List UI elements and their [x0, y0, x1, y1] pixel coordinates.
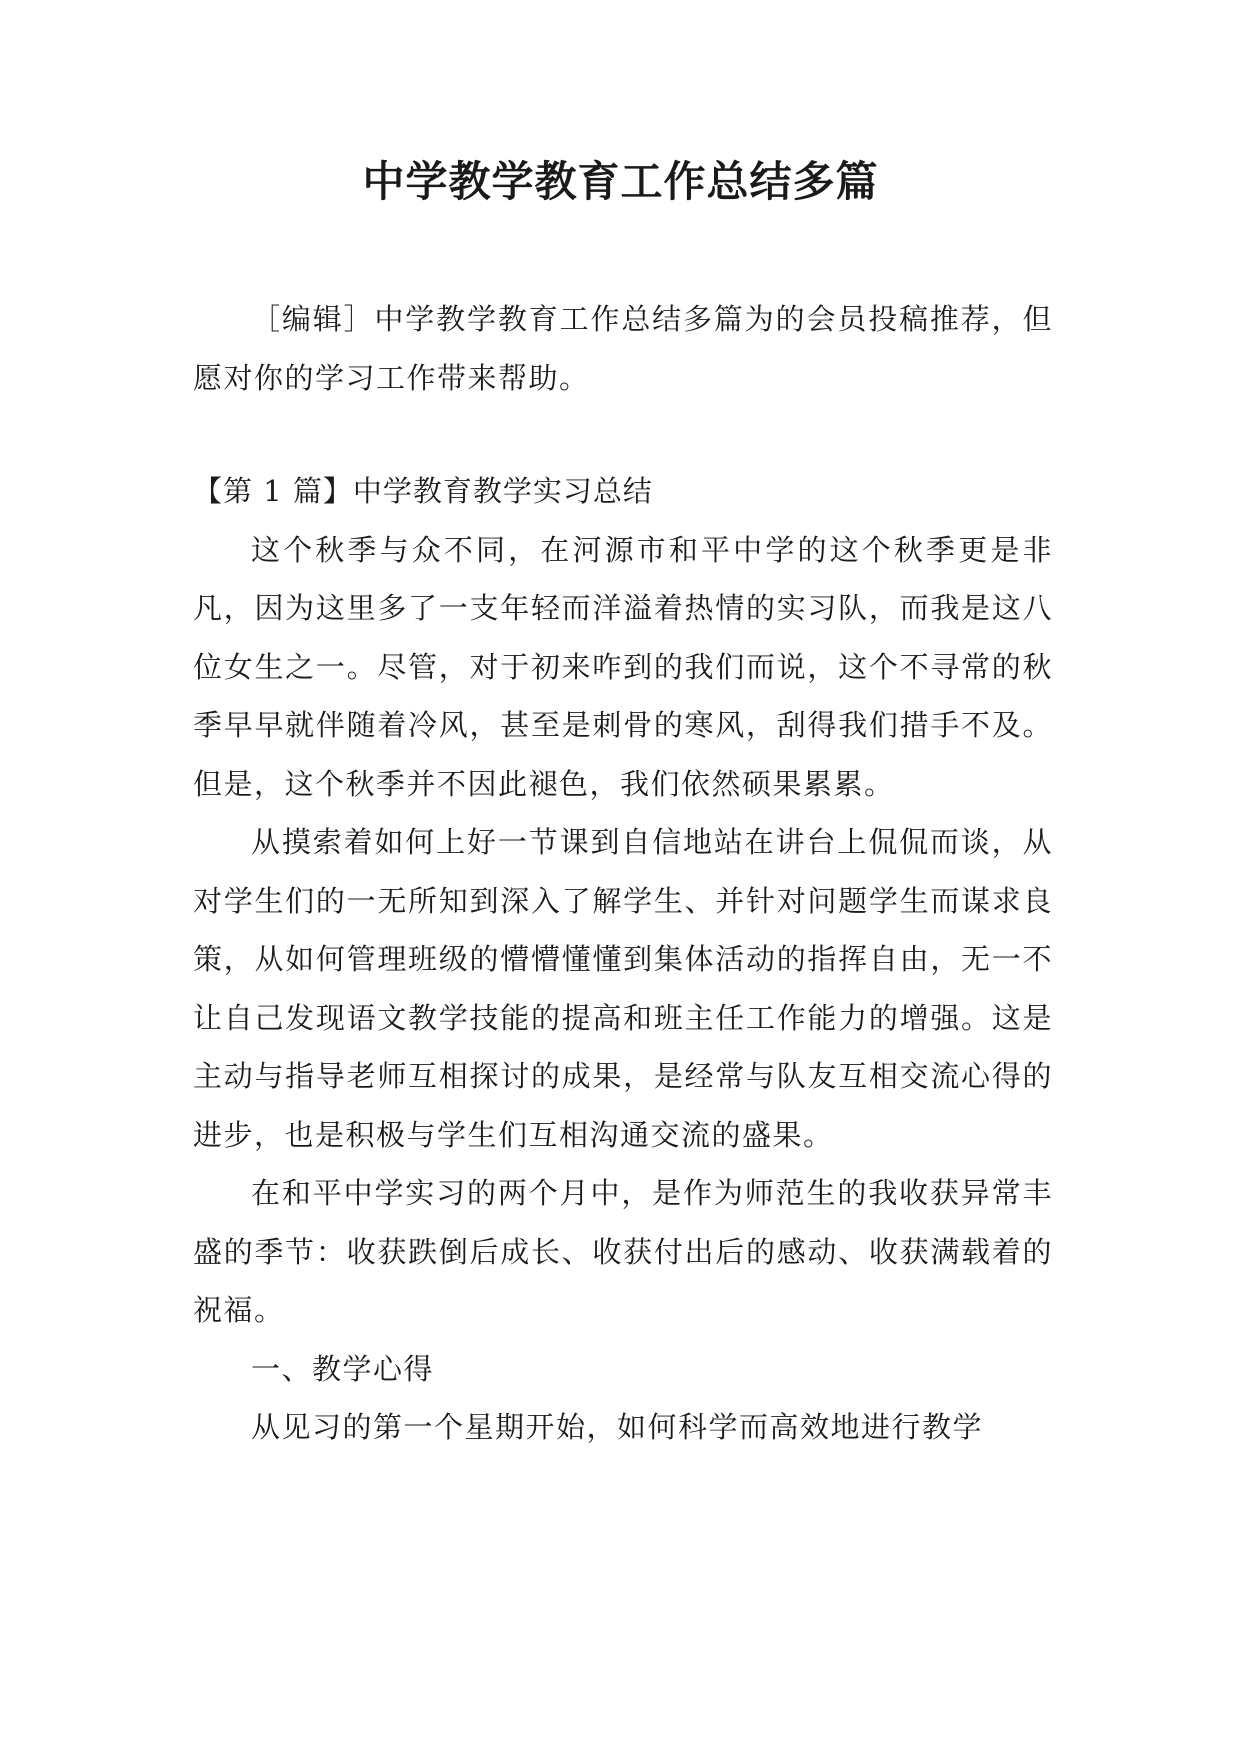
intro-paragraph: ［编辑］中学教学教育工作总结多篇为的会员投稿推荐，但愿对你的学习工作带来帮助。 [193, 302, 1053, 395]
article-body [193, 462, 1053, 1457]
intro-block [193, 290, 1053, 407]
paragraph: 从见习的第一个星期开始，如何科学而高效地进行教学 [251, 1410, 984, 1444]
section-heading: 【第 1 篇】中学教育教学实习总结 [193, 474, 653, 508]
document-title: 中学教学教育工作总结多篇 [362, 157, 879, 206]
paragraph: 这个秋季与众不同，在河源市和平中学的这个秋季更是非凡，因为这里多了一支年轻而洋溢着热情的实习队，而我是这八位女生之一。尽管，对于初来咋到的我们而说，这个不寻常的秋季早早就伴随着冷风，甚至是刺骨的寒风，刮得我们措手不及。但是，这个秋季并不因此褪色，我们依然硕果累累。 [193, 532, 1053, 801]
paragraph: 从摸索着如何上好一节课到自信地站在讲台上侃侃而谈，从对学生们的一无所知到深入了解学生、并针对问题学生而谋求良策，从如何管理班级的懵懵懂懂到集体活动的指挥自由，无一不让自己发现语文教学技能的提高和班主任工作能力的增强。这是主动与指导老师互相探讨的成果，是经常与队友互相交流心得的进步，也是积极与学生们互相沟通交流的盛果。 [193, 825, 1053, 1152]
paragraph: 在和平中学实习的两个月中，是作为师范生的我收获异常丰盛的季节：收获跌倒后成长、收获付出后的感动、收获满载着的祝福。 [193, 1176, 1053, 1327]
subsection-heading: 一、教学心得 [251, 1351, 435, 1386]
